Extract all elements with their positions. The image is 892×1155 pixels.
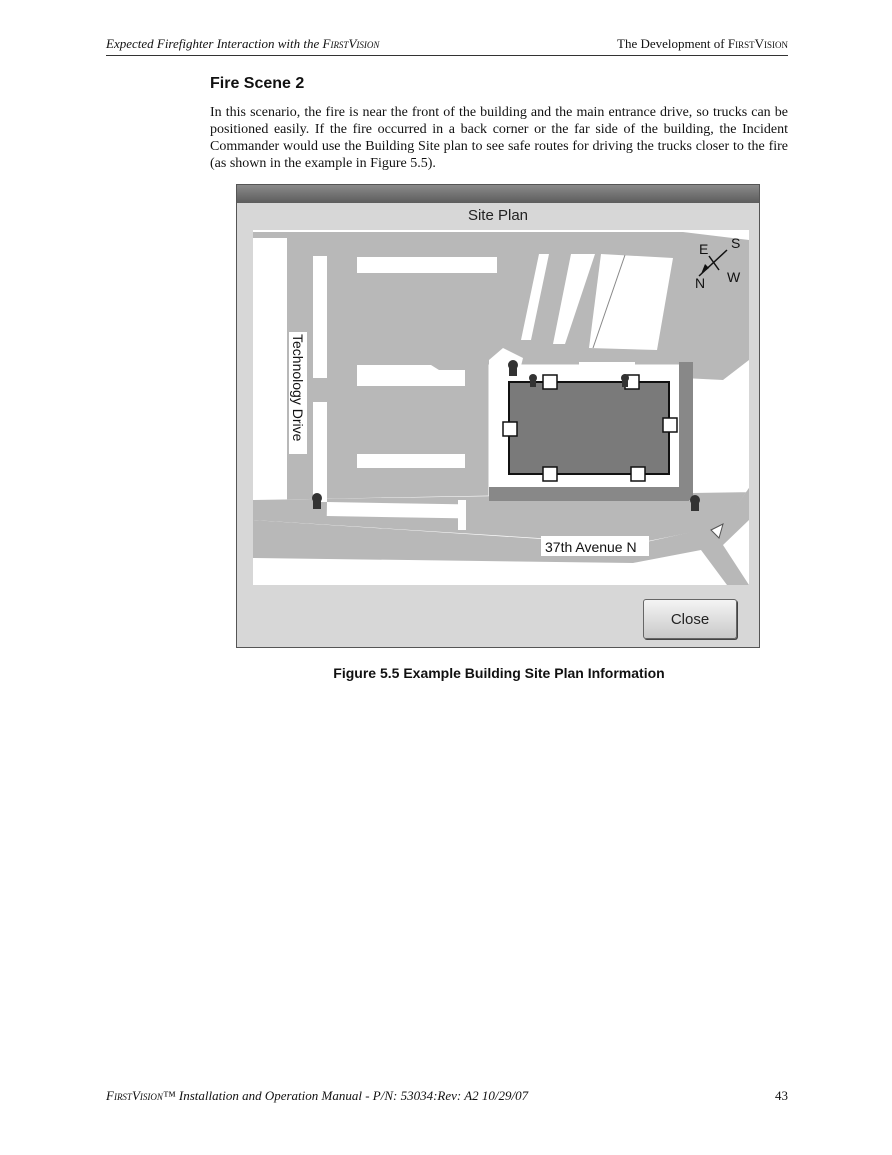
median-3 bbox=[327, 502, 465, 518]
median-2 bbox=[313, 402, 327, 502]
street-label-37th-avenue: 37th Avenue N bbox=[545, 539, 637, 555]
median-1 bbox=[313, 256, 327, 378]
footer-text: ™ Installation and Operation Manual - P/N: 53034:Rev: A2 10/29/07 bbox=[162, 1088, 529, 1103]
header-left-prefix: Expected Firefighter Interaction with the bbox=[106, 36, 323, 51]
header-left-brand: FirstVision bbox=[322, 36, 380, 51]
close-button[interactable]: Close bbox=[643, 599, 737, 639]
running-header-right bbox=[617, 36, 788, 52]
compass-e-label: E bbox=[699, 241, 709, 257]
dialog-titlebar[interactable] bbox=[237, 185, 759, 203]
header-right-prefix: The Development of bbox=[617, 36, 728, 51]
body-paragraph: In this scenario, the fire is near the front of the building and the main entrance drive, so trucks can be positioned easily. If the fire occurred in a back corner or the far side of the building, the Incident Commander would use the Building Site plan to see safe routes for driving the trucks closer to the fire (as shown in the example in Figure 5.5). bbox=[210, 105, 788, 171]
compass-n-label: N bbox=[695, 275, 706, 291]
header-divider bbox=[106, 55, 788, 56]
figure-caption: Figure 5.5 Example Building Site Plan Information bbox=[333, 665, 665, 681]
footer-brand: FirstVision bbox=[106, 1088, 163, 1103]
page-number: 43 bbox=[775, 1088, 788, 1103]
header-right-brand: FirstVision bbox=[727, 36, 788, 51]
compass-w-label: W bbox=[727, 269, 741, 285]
building bbox=[509, 382, 669, 474]
running-header-left bbox=[106, 36, 379, 52]
dialog-title: Site Plan bbox=[467, 207, 529, 224]
parking-island-3 bbox=[357, 454, 465, 468]
running-footer-left bbox=[106, 1088, 528, 1104]
compass-s-label: S bbox=[731, 235, 741, 251]
left-strip bbox=[253, 238, 287, 508]
site-plan-dialog bbox=[236, 184, 760, 648]
parking-island-1 bbox=[357, 257, 497, 273]
section-title: Fire Scene 2 bbox=[210, 75, 305, 92]
site-plan-map bbox=[253, 230, 749, 585]
street-label-technology-drive: Technology Drive bbox=[290, 334, 306, 442]
